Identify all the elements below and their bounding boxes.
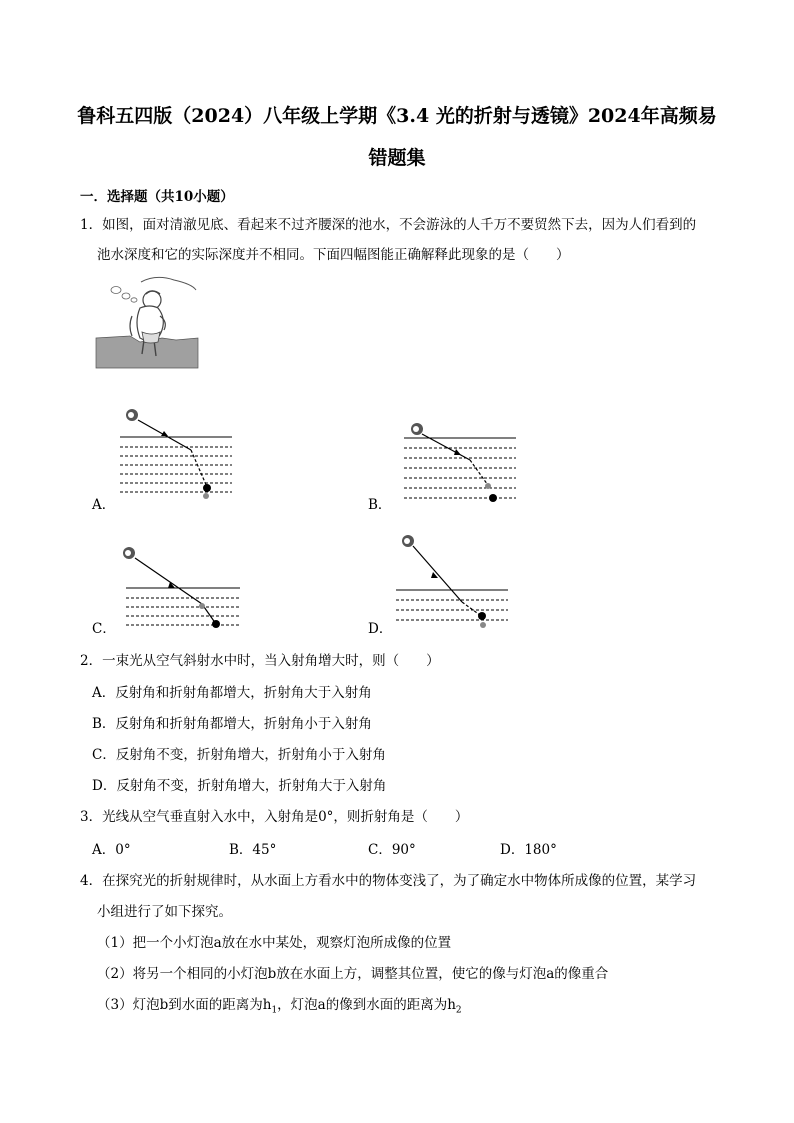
q1-option-d-diagram [396, 530, 511, 634]
q4-stem-line-2: 小组进行了如下探究。 [97, 904, 232, 920]
q2-option-a[interactable]: A．反射角和折射角都增大，折射角大于入射角 [92, 685, 372, 701]
q1-stem-line-2: 池水深度和它的实际深度并不相同。下面四幅图能正确解释此现象的是（ ） [97, 247, 570, 263]
page-title-line-2: 错题集 [368, 147, 426, 169]
q1-option-b-label[interactable]: B． [368, 497, 392, 513]
q4-step-3-part-1: （3）灯泡b到水面的距离为h [97, 997, 272, 1013]
q1-option-a-label[interactable]: A． [92, 497, 116, 513]
subscript-2: 2 [455, 1005, 462, 1016]
q1-option-c-diagram [118, 542, 243, 634]
q4-step-3-part-2: ，灯泡a的像到水面的距离为h [277, 997, 456, 1013]
q1-stem-line-1: 1．如图，面对清澈见底、看起来不过齐腰深的池水，不会游泳的人千万不要贸然下去，因为人们看到的 [80, 217, 697, 233]
q4-step-3 [97, 996, 462, 1020]
subscript-1: 1 [271, 1005, 278, 1016]
q3-option-a[interactable]: A．0° [92, 842, 131, 858]
q2-option-b[interactable]: B．反射角和折射角都增大，折射角小于入射角 [92, 716, 372, 732]
q1-option-a-diagram [120, 404, 235, 506]
q3-stem: 3．光线从空气垂直射入水中，入射角是0°，则折射角是（ ） [80, 809, 469, 825]
q4-step-2: （2）将另一个相同的小灯泡b放在水面上方，调整其位置，使它的像与灯泡a的像重合 [97, 966, 609, 982]
q1-person-illustration [96, 276, 198, 368]
q3-option-b[interactable]: B．45° [229, 842, 277, 858]
q4-stem-line-1: 4．在探究光的折射规律时，从水面上方看水中的物体变浅了，为了确定水中物体所成像的位置，某学习 [80, 873, 697, 889]
section-header: 一．选择题（共10小题） [80, 189, 234, 205]
q2-option-c[interactable]: C．反射角不变，折射角增大，折射角小于入射角 [92, 747, 386, 763]
q2-option-d[interactable]: D．反射角不变，折射角增大，折射角大于入射角 [92, 778, 387, 794]
q3-option-d[interactable]: D．180° [500, 842, 557, 858]
q2-stem: 2．一束光从空气斜射水中时，当入射角增大时，则（ ） [80, 653, 440, 669]
q1-option-c-label[interactable]: C． [92, 621, 116, 637]
page-title-line-1: 鲁科五四版（2024）八年级上学期《3.4 光的折射与透镜》2024年高频易 [77, 105, 717, 127]
q3-option-c[interactable]: C．90° [368, 842, 416, 858]
q4-step-1: （1）把一个小灯泡a放在水中某处，观察灯泡所成像的位置 [97, 935, 452, 951]
q1-option-b-diagram [404, 418, 519, 510]
q1-option-d-label[interactable]: D． [368, 621, 393, 637]
